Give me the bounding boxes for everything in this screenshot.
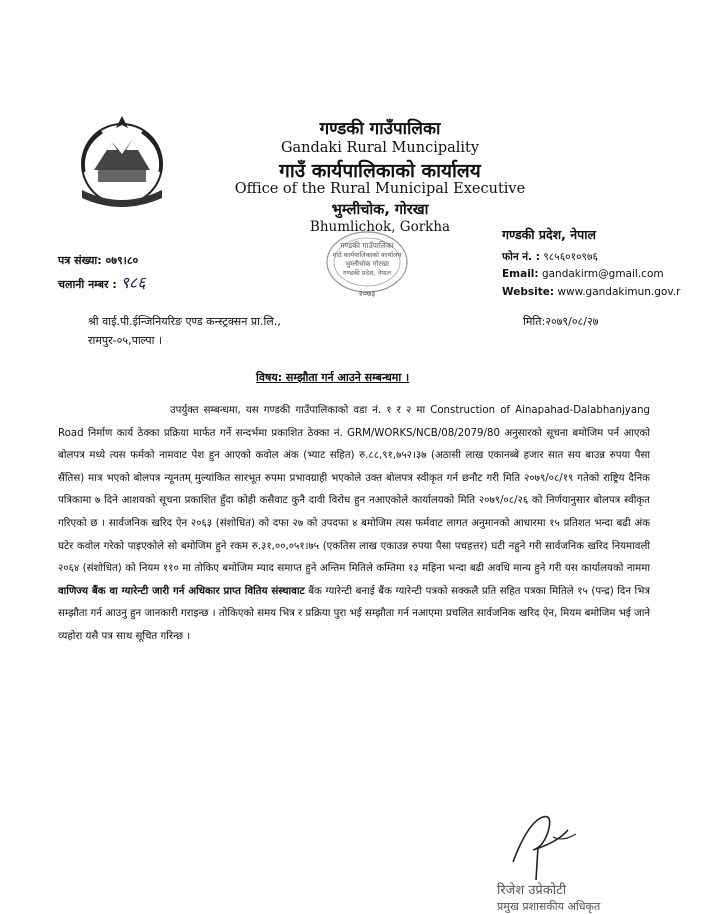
letter-subject: विषय: सम्झौता गर्न आउने सम्बन्धमा ।	[256, 371, 410, 384]
phone-label: फोन नं. :	[502, 251, 540, 263]
stamp-line4: गण्डकी प्रदेश, नेपाल	[342, 269, 392, 277]
dispatch-number-line	[58, 271, 146, 293]
province-name: गण्डकी प्रदेश, नेपाल	[502, 227, 596, 242]
body-emphasis: वाणिज्य बैंक वा ग्यारेन्टी जारी गर्न अधिकार प्राप्त वितिय संस्थावाट	[58, 585, 305, 597]
letter-number-line	[58, 253, 138, 268]
office-name-english: Office of the Rural Municipal Executive	[234, 181, 526, 197]
email-label: Email:	[502, 268, 539, 280]
letter-body	[58, 400, 650, 649]
website-label: Website:	[502, 286, 555, 298]
stamp-line1: गण्डकी गाउँपालिका	[340, 241, 394, 250]
stamp-line3: भुम्लीचोक गोरखा	[345, 260, 389, 268]
location-devanagari: भुम्लीचोक, गोरखा	[331, 202, 429, 218]
stamp-line2: गाउँ कार्यपालिकाको कार्यालय	[332, 251, 402, 259]
letter-number-label: पत्र संख्या:	[58, 254, 102, 267]
body-part2: बैंक ग्यारेन्टी बनाई बैंक ग्यारेन्टी पत्रको सक्कलै प्रति सहित पत्रका मितिले १५ (पन्द्र) दिन भित्र सम्झौता गर्न आउनु हुन जानकारी गराइन्छ । तोकिएको समय भित्र र प्रक्रिया पुरा भई सम्झौता गर्न नआएमा प्रचलित सार्वजनिक खरिद ऐन, मियम बमोजिम भई जाने व्यहोरा यसै पत्र साथ सूचित गरिन्छ ।	[58, 585, 650, 642]
stamp-year: २०७३	[358, 289, 376, 298]
recipient-line2: रामपुर-०५,पाल्पा ।	[88, 334, 163, 347]
dispatch-number-label: चलानी नम्बर :	[58, 278, 117, 291]
phone-value: ९८५६०१०९७६	[543, 251, 598, 263]
location-english: Bhumlichok, Gorkha	[309, 219, 451, 235]
office-name-devanagari: गाउँ कार्यपालिकाको कार्यालय	[279, 160, 481, 182]
body-part1: उपर्युक्त सम्बन्धमा, यस गण्डकी गाउँपालिकाको वडा नं. १ र २ मा Construction of Ainapahad-Dalabhanjyang Road निर्माण कार्य ठेक्का प्रक्रिया मार्फत गर्ने सन्दर्भमा प्रकाशित ठेक्का नं. GRM/WORKS/NCB/08/2079/80 अनुसारको सूचना बमोजिम पर्न आएको बोलपत्र मध्ये त्यस फर्मको नामवाट पेश हुन आएको कवोल अंक (भ्याट सहित) रु.८८,९१,७५२।३७ (अठासी लाख एकानब्बे हजार सात सय बाउन्न रुपया पैसा सैंतिस) मात्र भएको बोलपत्र न्यूनतम् मुल्यांकित सारभूत रुपमा प्रभावग्राही भएकोले उक्त बोलपत्र स्वीकृत गर्न छनौट गरी मिति २०७९/०८/१९ गतेको राष्ट्रिय दैनिक पत्रिकामा ७ दिने आशयको सूचना प्रकाशित हुँदा कोही कसैवाट कुनै दावी विरोध हुन नआएकोले कार्यालयको मिति २०७९/०८/२६ को निर्णयानुसार बोलपत्र स्वीकृत गरिएको छ । सार्वजनिक खरिद ऐन २०६३ (संशोधित) को दफा २७ को उपदफा ४ बमोजिम त्यस फर्मवाट लागत अनुमानको आधारमा १५ प्रतिशत भन्दा बढी अंक घटेर कवोल गरेको पाइएकोले सो बमोजिम हुने रकम रु.३१,००,०५१।७५ (एकतिस लाख एकाउन्न रुपया पैसा पचहत्तर) घटी नहुने गरी सार्वजनिक खरिद नियमावली २०६४ (संशोधित) को नियम ११० मा तोकिए बमोजिम म्याद समाप्त हुने अन्तिम मितिले कम्तिमा १३ महिना भन्दा बढी अवधि मान्य हुने गरी यस कार्यालयको नाममा	[58, 405, 650, 575]
email-value: gandakirm@gmail.com	[541, 268, 664, 280]
nepal-emblem-icon	[62, 112, 182, 212]
letter-number-value: ०७९।८०	[105, 254, 139, 267]
municipality-name-devanagari: गण्डकी गाउँपालिका	[319, 119, 441, 139]
signatory-title: प्रमुख प्रशासकीय अधिकृत	[497, 900, 601, 913]
municipality-name-english: Gandaki Rural Muncipality	[280, 140, 480, 156]
email-line	[502, 268, 664, 280]
phone-line	[502, 250, 598, 264]
handwritten-signature	[498, 802, 588, 882]
letter-date: मिति:२०७९/०८/२७	[523, 315, 599, 328]
website-value: www.gandakimun.gov.r	[557, 286, 681, 298]
recipient-line1: श्री वाई.पी.ईन्जिनियरिङ एण्ड कन्स्ट्रक्सन प्रा.लि.,	[88, 315, 281, 328]
dispatch-number-value: ९८६	[120, 273, 146, 292]
office-stamp	[322, 228, 412, 300]
signatory-name: रिजेश उप्रेकोटी	[497, 883, 567, 898]
website-line	[502, 286, 680, 298]
